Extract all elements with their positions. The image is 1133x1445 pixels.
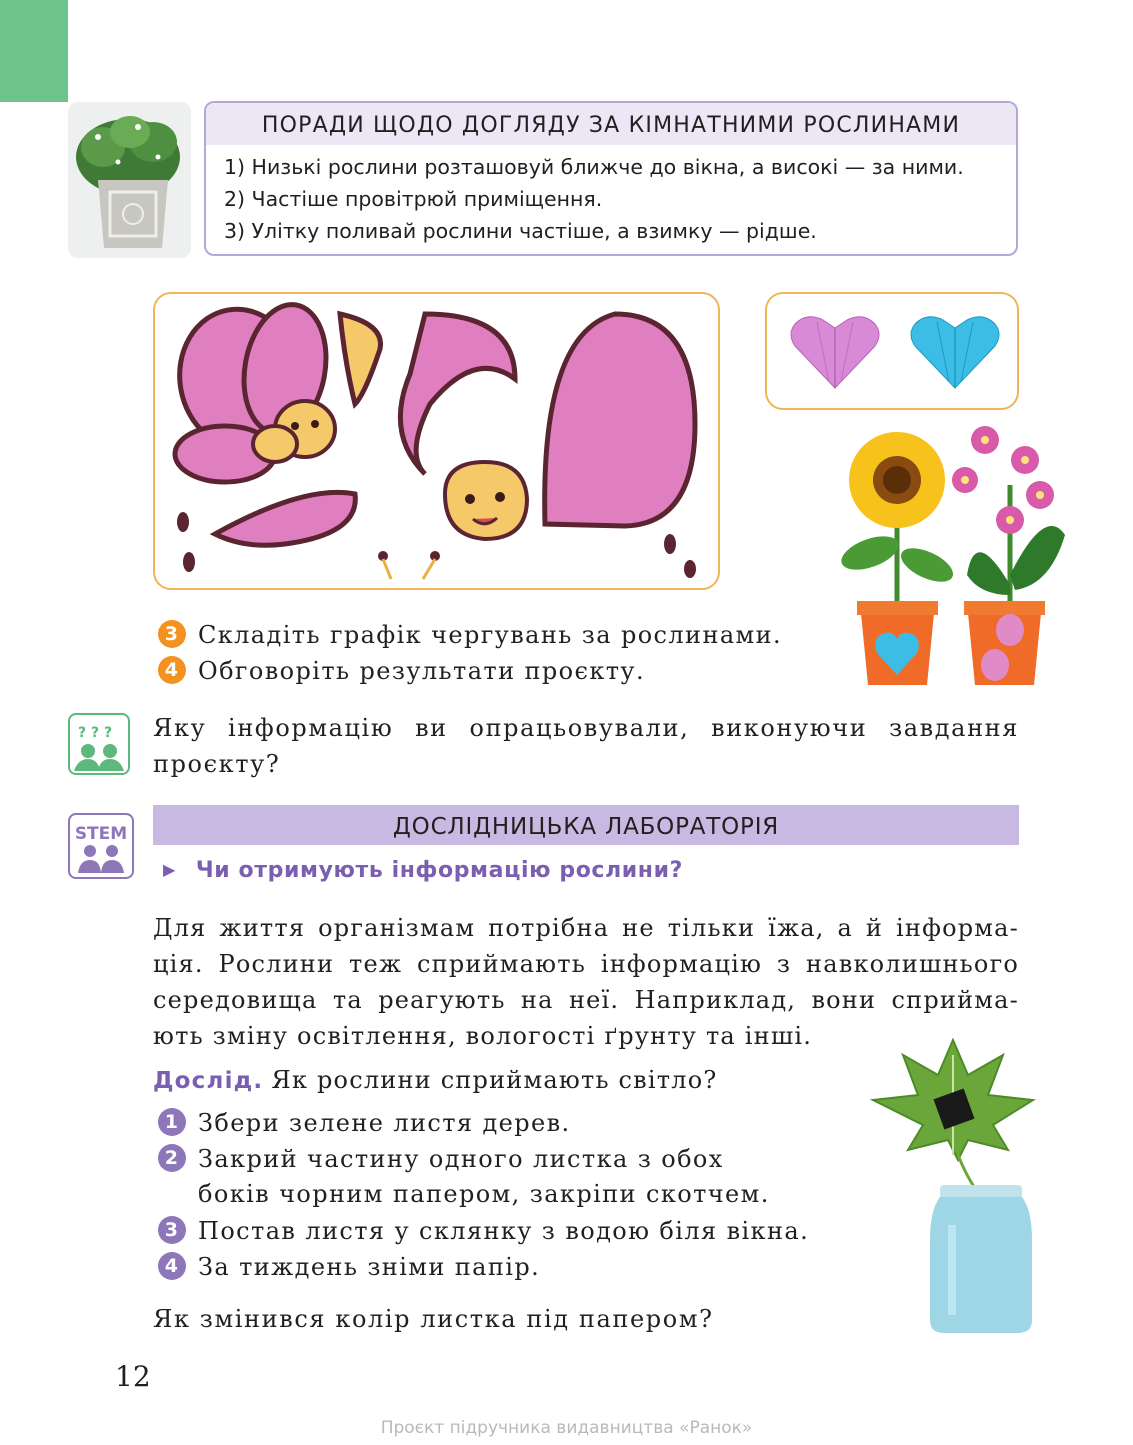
step-number-badge: 4 (158, 1252, 186, 1280)
paragraph-line: ція. Рослини теж сприймають інформацію з навколишнього (153, 950, 1019, 978)
leaf-in-jar-illustration (868, 1035, 1038, 1335)
publisher-footer: Проєкт підручника видавництва «Ранок» (380, 1418, 753, 1438)
step-text: Складіть графік чергувань за рослинами. (198, 621, 783, 649)
paragraph-line: середовища та реагують на неї. Наприклад, вони сприйма- (153, 986, 1019, 1014)
step-text: Закрий частину одного листка з обох (198, 1145, 724, 1173)
project-step-4 (158, 656, 645, 685)
experiment-heading (153, 1066, 717, 1094)
step-number-badge: 1 (158, 1108, 186, 1136)
tip-item: 1) Низькі рослини розташовуй ближче до вікна, а високі — за ними. (224, 155, 964, 179)
reflection-question: Яку інформацію ви опрацьовували, виконуючи завдання проєкту? (153, 714, 1019, 778)
paragraph-line: Для життя організмам потрібна не тільки їжа, а й інформа- (153, 914, 1019, 942)
discussion-icon (68, 713, 130, 775)
step-text: За тиждень зніми папір. (198, 1253, 541, 1281)
tips-title: ПОРАДИ ЩОДО ДОГЛЯДУ ЗА КІМНАТНИМИ РОСЛИНАМИ (206, 103, 1016, 145)
final-question: Як змінився колір листка під папером? (153, 1305, 714, 1333)
tip-item: 2) Частіше провітрюй приміщення. (224, 187, 603, 211)
experiment-step-3 (158, 1216, 809, 1245)
step-text: Збери зелене листя дерев. (198, 1109, 571, 1137)
butterfly-craft-illustration (153, 292, 720, 590)
lab-question (163, 858, 683, 883)
lab-paragraph (153, 910, 1019, 1054)
experiment-step-1 (158, 1108, 571, 1137)
section-color-tab (0, 0, 68, 102)
potted-plant-image (68, 102, 191, 258)
svg-text:? ? ?: ? ? ? (78, 725, 113, 741)
flowers-in-pots-illustration (835, 425, 1070, 690)
lab-question-text: Чи отримують інформацію рослини? (195, 858, 683, 883)
experiment-label: Дослід. (153, 1068, 264, 1094)
page-number: 12 (115, 1360, 151, 1393)
experiment-step-4 (158, 1252, 540, 1281)
experiment-step-2-continued: боків чорним папером, закріпи скотчем. (198, 1180, 770, 1208)
paper-hearts-illustration (765, 292, 1019, 410)
tip-item: 3) Улітку поливай рослини частіше, а взимку — рідше. (224, 219, 817, 243)
plant-care-tips-box (204, 101, 1018, 256)
step-number-badge: 2 (158, 1144, 186, 1172)
step-text: Постав листя у склянку з водою біля вікна. (198, 1217, 810, 1245)
stem-icon-label: STEM (74, 824, 128, 844)
triangle-right-icon: ▶ (163, 860, 176, 879)
lab-section-title: ДОСЛІДНИЦЬКА ЛАБОРАТОРІЯ (153, 805, 1019, 845)
experiment-question: Як рослини сприймають світло? (271, 1066, 718, 1094)
tips-list (206, 145, 1016, 247)
step-number-badge: 4 (158, 656, 186, 684)
project-step-3 (158, 620, 782, 649)
paragraph-line: ють зміну освітлення, вологості ґрунту та інші. (153, 1022, 813, 1050)
step-number-badge: 3 (158, 620, 186, 648)
stem-icon (68, 813, 134, 879)
step-text: Обговоріть результати проєкту. (198, 657, 645, 685)
step-number-badge: 3 (158, 1216, 186, 1244)
experiment-step-2 (158, 1144, 724, 1173)
